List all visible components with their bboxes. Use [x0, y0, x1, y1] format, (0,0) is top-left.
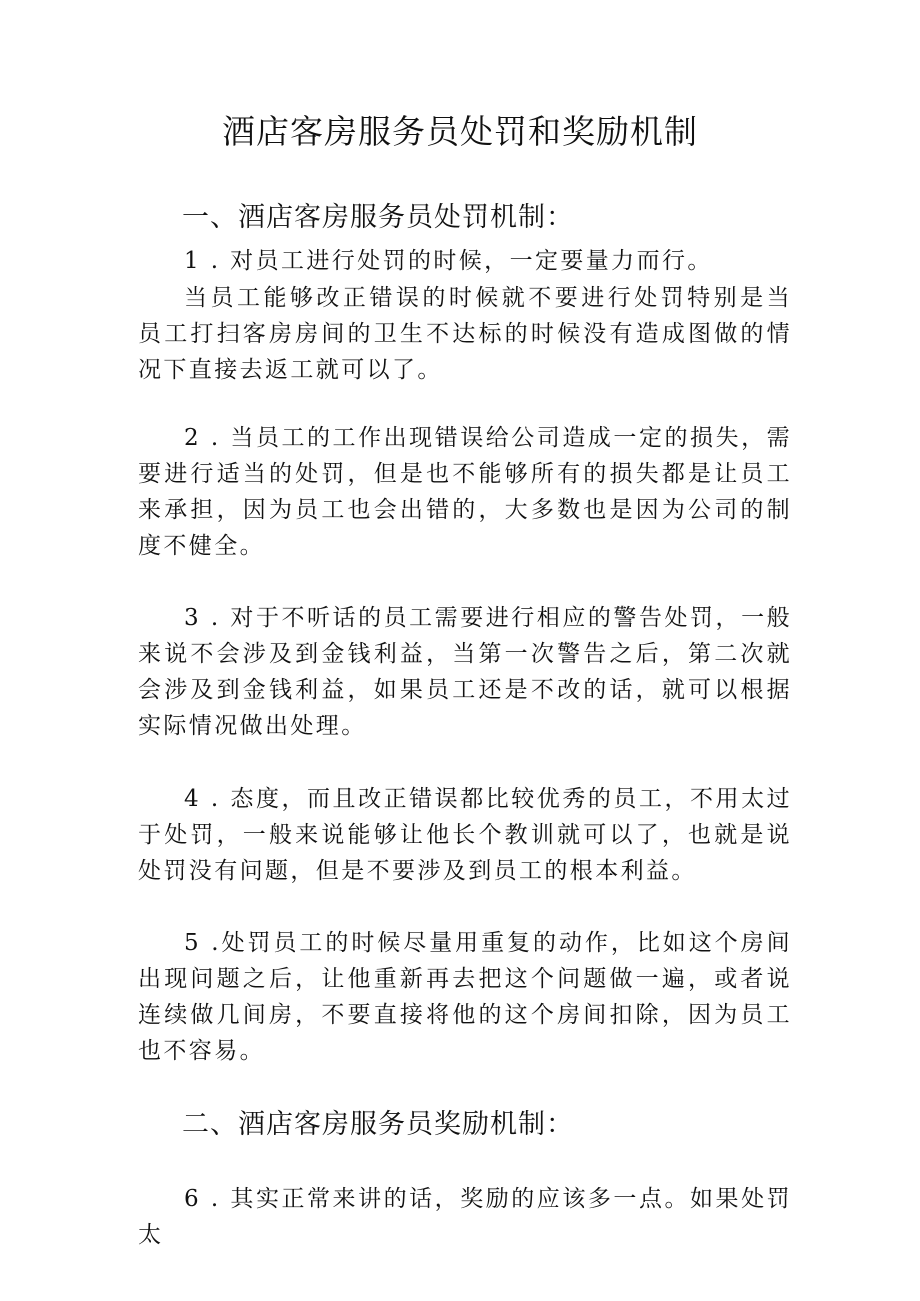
item-1-lead: 1 . 对员工进行处罚的时候，一定要量力而行。 — [184, 248, 713, 274]
item-5: 5 .处罚员工的时候尽量用重复的动作，比如这个房间出现问题之后，让他重新再去把这个问题做一遍，或者说连续做几间房，不要直接将他的这个房间扣除，因为员工也不容易。 — [138, 930, 792, 1064]
item-6: 6 . 其实正常来讲的话，奖励的应该多一点。如果处罚太 — [138, 1186, 792, 1248]
document-title: 酒店客房服务员处罚和奖励机制 — [222, 112, 698, 151]
item-1-body: 当员工能够改正错误的时候就不要进行处罚特别是当员工打扫客房房间的卫生不达标的时候没有造成图做的情况下直接去返工就可以了。 — [138, 285, 792, 383]
section-2-heading: 二、酒店客房服务员奖励机制： — [182, 1109, 574, 1140]
item-2: 2 . 当员工的工作出现错误给公司造成一定的损失，需要进行适当的处罚，但是也不能够所有的损失都是让员工来承担，因为员工也会出错的，大多数也是因为公司的制度不健全。 — [138, 425, 792, 559]
section-1-heading: 一、酒店客房服务员处罚机制： — [182, 202, 574, 233]
item-3: 3 . 对于不听话的员工需要进行相应的警告处罚，一般来说不会涉及到金钱利益，当第一次警告之后，第二次就会涉及到金钱利益，如果员工还是不改的话，就可以根据实际情况做出处理。 — [138, 605, 792, 739]
item-4: 4 . 态度，而且改正错误都比较优秀的员工，不用太过于处罚，一般来说能够让他长个教训就可以了，也就是说处罚没有问题，但是不要涉及到员工的根本利益。 — [138, 786, 792, 884]
